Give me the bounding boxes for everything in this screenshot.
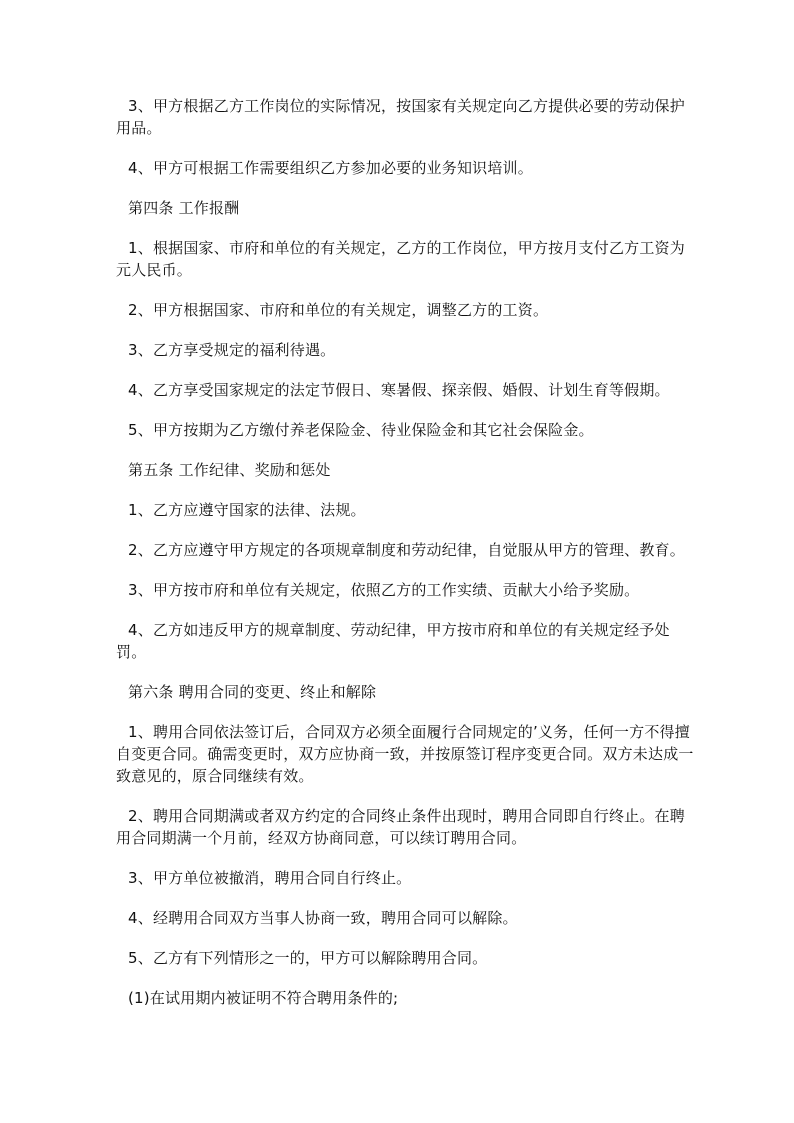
clause-4-holidays: 4、乙方享受国家规定的法定节假日、寒暑假、探亲假、婚假、计划生育等假期。: [128, 381, 670, 399]
article-6-heading: 第六条 聘用合同的变更、终止和解除: [128, 683, 377, 701]
clause-5-termination-conditions: 5、乙方有下列情形之一的，甲方可以解除聘用合同。: [128, 949, 488, 967]
clause-3-protective-equipment: 3、甲方根据乙方工作岗位的实际情况，按国家有关规定向乙方提供必要的劳动保护用品。: [116, 97, 685, 137]
clause-3-benefits: 3、乙方享受规定的福利待遇。: [128, 341, 336, 359]
sub-clause-1-probation: (1)在试用期内被证明不符合聘用条件的;: [128, 989, 399, 1007]
document-body: [116, 95, 696, 1027]
clause-1-contract-change: 1、聘用合同依法签订后，合同双方必须全面履行合同规定的’义务，任何一方不得擅自变更合同。确需变更时，双方应协商一致，并按原签订程序变更合同。双方未达成一致意见的，原合同继续有效。: [116, 723, 694, 785]
article-4-heading: 第四条 工作报酬: [128, 199, 240, 217]
clause-4-penalties: 4、乙方如违反甲方的规章制度、劳动纪律，甲方按市府和单位的有关规定经予处罚。: [116, 621, 670, 661]
clause-3-unit-dissolved: 3、甲方单位被撤消，聘用合同自行终止。: [128, 869, 412, 887]
clause-1-laws: 1、乙方应遵守国家的法律、法规。: [128, 501, 366, 519]
clause-2-discipline: 2、乙方应遵守甲方规定的各项规章制度和劳动纪律，自觉服从甲方的管理、教育。: [128, 541, 685, 559]
clause-5-insurance: 5、甲方按期为乙方缴付养老保险金、待业保险金和其它社会保险金。: [128, 421, 594, 439]
clause-4-mutual-termination: 4、经聘用合同双方当事人协商一致，聘用合同可以解除。: [128, 909, 518, 927]
clause-3-rewards: 3、甲方按市府和单位有关规定，依照乙方的工作实绩、贡献大小给予奖励。: [128, 581, 640, 599]
clause-2-salary-adjustment: 2、甲方根据国家、市府和单位的有关规定，调整乙方的工资。: [128, 301, 549, 319]
clause-1-salary: 1、根据国家、市府和单位的有关规定，乙方的工作岗位，甲方按月支付乙方工资为元人民币。: [116, 239, 685, 279]
article-5-heading: 第五条 工作纪律、奖励和惩处: [128, 461, 331, 479]
clause-2-contract-expiry: 2、聘用合同期满或者双方约定的合同终止条件出现时，聘用合同即自行终止。在聘用合同期满一个月前，经双方协商同意，可以续订聘用合同。: [116, 807, 685, 847]
clause-4-training: 4、甲方可根据工作需要组织乙方参加必要的业务知识培训。: [128, 159, 533, 177]
